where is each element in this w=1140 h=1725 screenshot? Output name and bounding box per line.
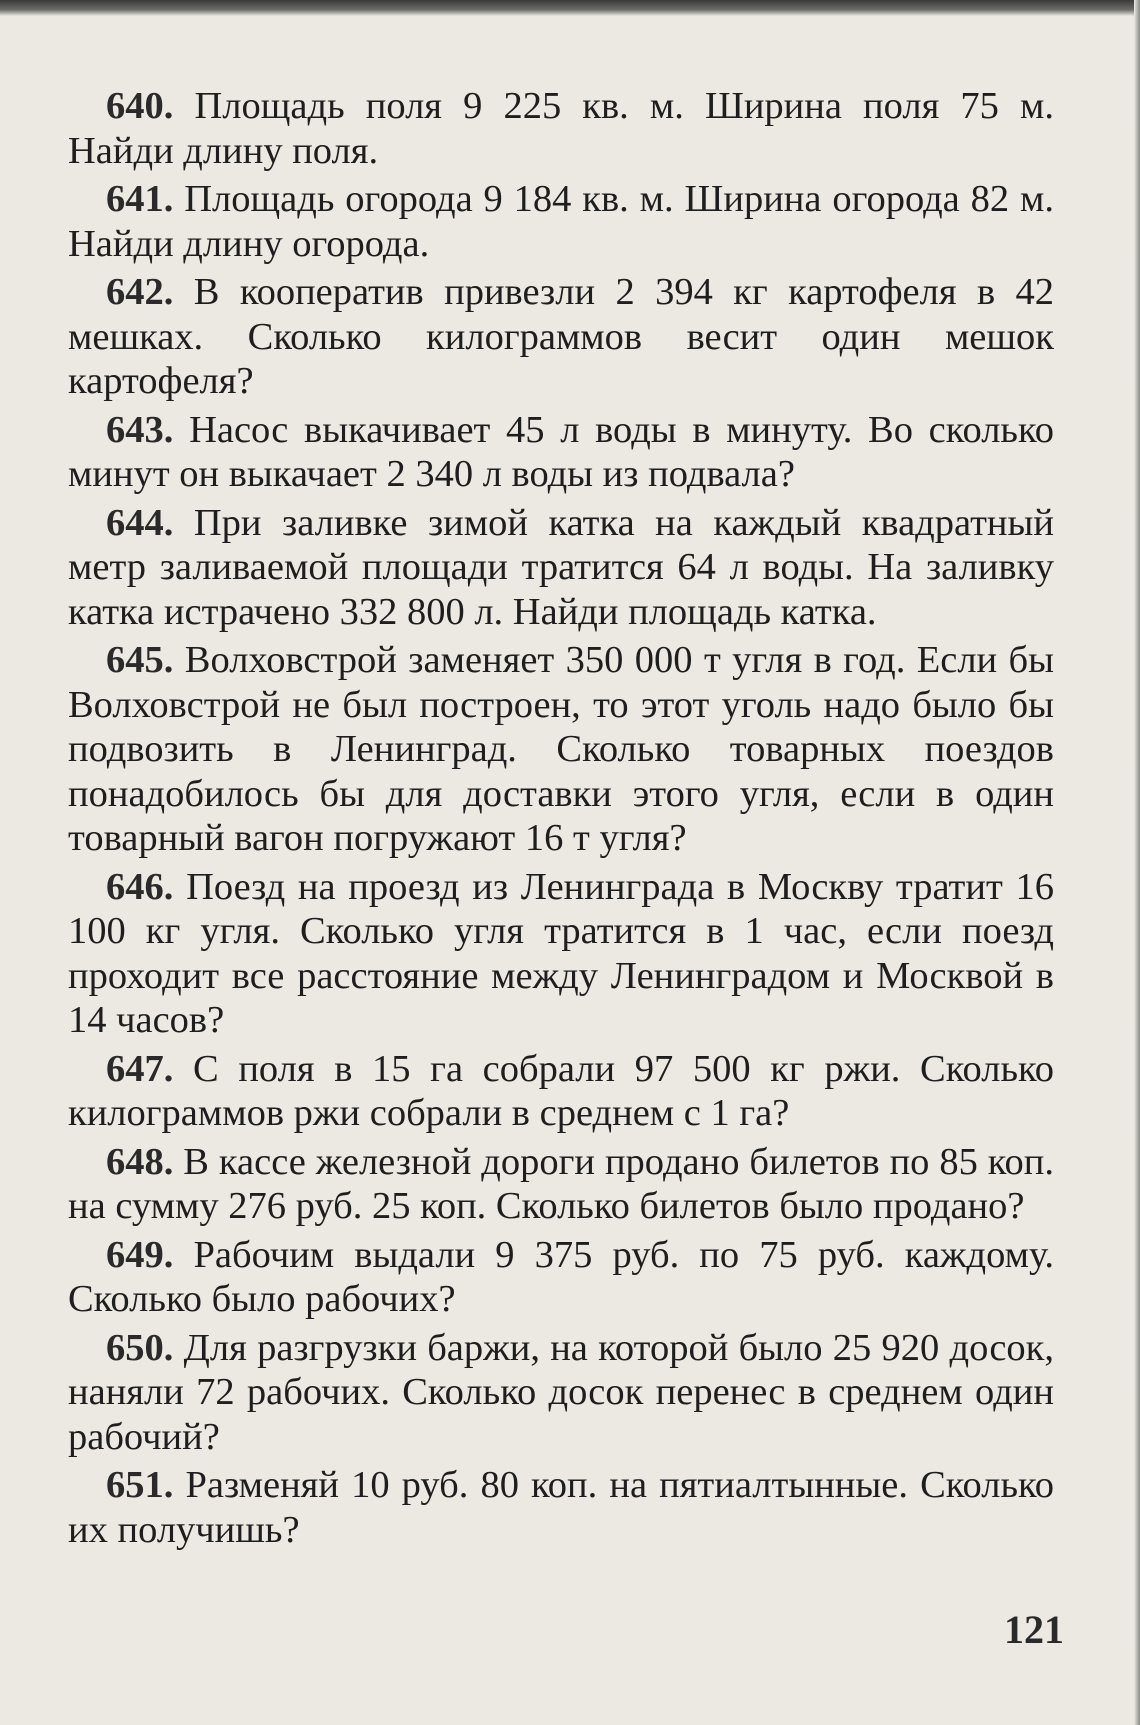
problem-number: 647. <box>106 1047 174 1090</box>
problem-list <box>68 84 1054 1556</box>
problem-text: Площадь поля 9 225 кв. м. Ширина поля 75 м. Найди длину поля. <box>68 85 1055 172</box>
problem-645 <box>68 638 1054 861</box>
problem-text: Площадь огорода 9 184 кв. м. Ширина огорода 82 м. Найди длину огорода. <box>68 178 1055 265</box>
problem-text: Поезд на проезд из Ленинграда в Москву тратит 16 100 кг угля. Сколько угля тратится в 1 час, если поезд проходит все расстояние между Ленинградом и Москвой в 14 часов? <box>68 865 1054 1041</box>
problem-number: 644. <box>106 501 174 544</box>
problem-text: С поля в 15 га собрали 97 500 кг ржи. Сколько килограммов ржи собрали в среднем с 1 га? <box>68 1047 1054 1134</box>
problem-text: Рабочим выдали 9 375 руб. по 75 руб. каждому. Сколько было рабочих? <box>68 1233 1055 1320</box>
problem-text: В кооператив привезли 2 394 кг картофеля в 42 мешках. Сколько килограммов весит один мешок картофеля? <box>68 271 1055 402</box>
problem-643 <box>68 408 1054 497</box>
problem-text: Волховстрой заменяет 350 000 т угля в год. Если бы Волховстрой не был построен, то этот уголь надо было бы подвозить в Ленинград. Сколько товарных поездов понадобилось бы для доставки этого угля, если в один товарный вагон погружают 16 т угля? <box>68 639 1055 859</box>
problem-646 <box>68 865 1054 1043</box>
page-right-edge <box>1134 0 1140 1725</box>
problem-642 <box>68 270 1054 404</box>
problem-number: 649. <box>106 1233 174 1276</box>
problem-number: 641. <box>106 178 174 220</box>
problem-number: 648. <box>106 1140 174 1183</box>
problem-number: 650. <box>106 1326 174 1369</box>
problem-648 <box>68 1140 1054 1229</box>
problem-647 <box>68 1047 1054 1136</box>
problem-651 <box>68 1463 1054 1552</box>
problem-number: 643. <box>106 408 174 451</box>
problem-number: 642. <box>106 271 174 313</box>
problem-text: При заливке зимой катка на каждый квадратный метр заливаемой площади тратится 64 л воды. На заливку катка истрачено 332 800 л. Найди площадь катка. <box>68 501 1054 633</box>
problem-number: 640. <box>106 85 174 127</box>
problem-641 <box>68 177 1054 266</box>
problem-number: 651. <box>106 1464 174 1506</box>
problem-640 <box>68 84 1054 173</box>
problem-text: Для разгрузки баржи, на которой было 25 920 досок, наняли 72 рабочих. Сколько досок перенес в среднем один рабочий? <box>68 1326 1054 1458</box>
problem-650 <box>68 1326 1054 1460</box>
problem-text: Разменяй 10 руб. 80 коп. на пятиалтынные. Сколько их получишь? <box>68 1464 1055 1551</box>
page-number: 121 <box>1004 1607 1064 1652</box>
problem-number: 645. <box>106 639 174 681</box>
problem-text: В кассе железной дороги продано билетов по 85 коп. на сумму 276 руб. 25 коп. Сколько билетов было продано? <box>68 1140 1054 1227</box>
problem-text: Насос выкачивает 45 л воды в минуту. Во сколько минут он выкачает 2 340 л воды из подвала? <box>68 408 1054 495</box>
problem-number: 646. <box>106 865 174 908</box>
problem-649 <box>68 1233 1054 1322</box>
page-top-edge <box>0 0 1140 16</box>
problem-644 <box>68 501 1054 635</box>
